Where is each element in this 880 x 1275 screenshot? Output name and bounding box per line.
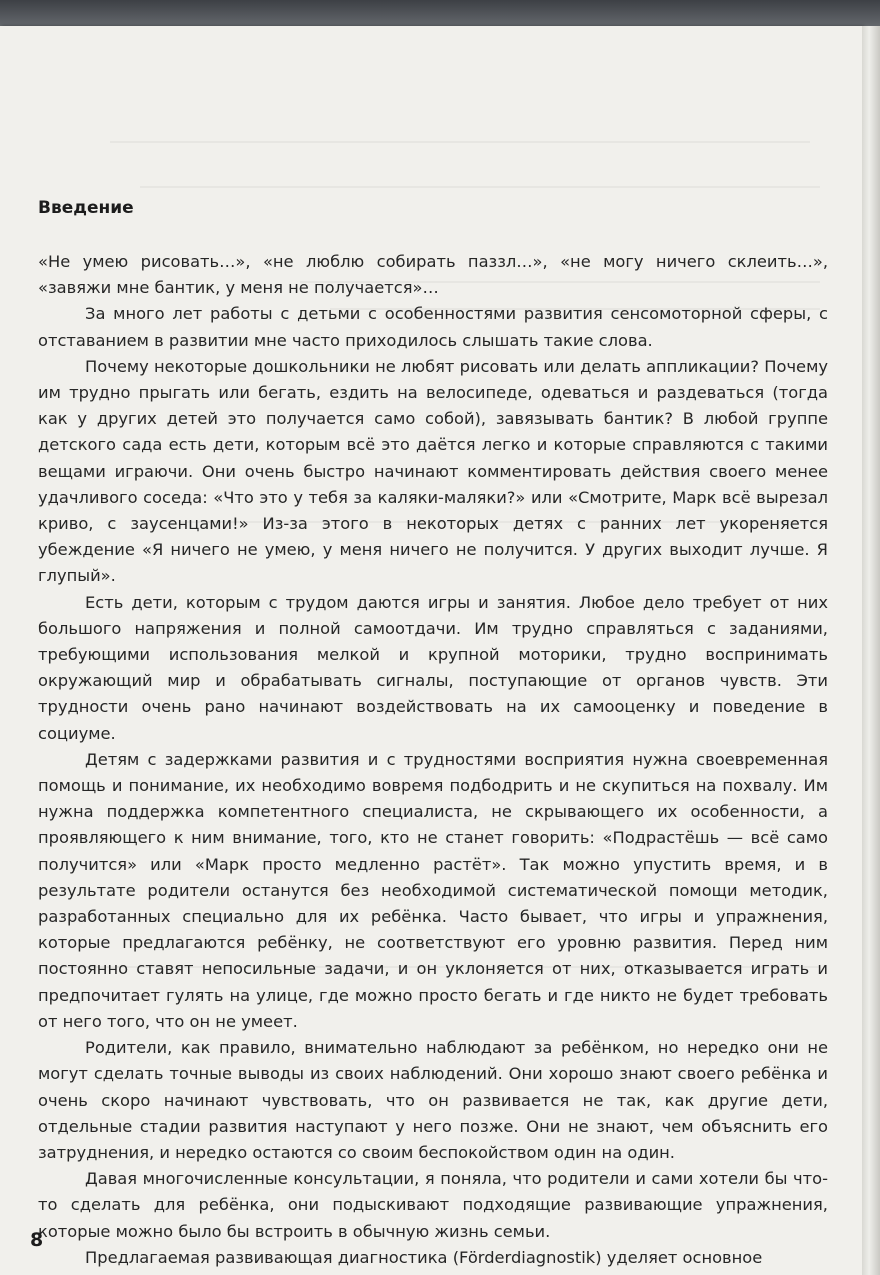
paragraph: За много лет работы с детьми с особенностями развития сенсомоторной сферы, с отставанием в развитии мне часто приходилось слышать такие слова. [38, 304, 828, 350]
page-number: 8 [30, 1229, 44, 1251]
paragraph: Родители, как правило, внимательно наблюдают за ребёнком, но нередко они не могут сделать точные выводы из своих наблюдений. Они хорошо знают своего ребёнка и очень скоро начинают чувствовать, что он развивается не так, как другие дети, отдельные стадии развития наступают у него позже. Они не знают, чем объяснить его затруднения, и нередко остаются со своим беспокойством один на один. [38, 1038, 828, 1162]
paragraph: Детям с задержками развития и с трудностями восприятия нужна своевременная помощь и понимание, их необходимо вовремя подбодрить и не скупиться на похвалу. Им нужна поддержка компетентного специалиста, не скрывающего их особенности, а проявляющего к ним внимание, того, кто не станет говорить: «Подрастёшь — всё само получится» или «Марк просто медленно растёт». Так можно упустить время, и в результате родители останутся без необходимой систематической помощи методик, разработанных специально для их ребёнка. Часто бывает, что игры и упражнения, которые предлагаются ребёнку, не соответствуют его уровню развития. Перед ним постоянно ставят непосильные задачи, и он уклоняется от них, отказывается играть и предпочитает гулять на улице, где можно просто бегать и где никто не будет требовать от него того, что он не умеет. [38, 749, 828, 1031]
page-edge [862, 26, 880, 1275]
paragraph: Давая многочисленные консультации, я поняла, что родители и сами хотели бы что-то сделать для ребёнка, они подыскивают подходящие развивающие упражнения, которые можно было бы встроить в обычную жизнь семьи. [38, 1169, 828, 1241]
section-heading: Введение [38, 198, 134, 218]
paragraph-quote: «Не умею рисовать…», «не люблю собирать паззл…», «не могу ничего склеить…», «завяжи мне бантик, у меня не получается»… [38, 252, 828, 298]
body-text [38, 249, 828, 1271]
paragraph: Есть дети, которым с трудом даются игры и занятия. Любое дело требует от них большого напряжения и полной самоотдачи. Им трудно справляться с заданиями, требующими использования мелкой и крупной моторики, трудно воспринимать окружающий мир и обрабатывать сигналы, поступающие от органов чувств. Эти трудности очень рано начинают воздействовать на их самооценку и поведение в социуме. [38, 592, 828, 743]
paragraph: Почему некоторые дошкольники не любят рисовать или делать аппликации? Почему им трудно прыгать или бегать, ездить на велосипеде, одеваться и раздеваться (тогда как у других детей это получается само собой), завязывать бантик? В любой группе детского сада есть дети, которым всё это даётся легко и которые справляются с такими вещами играючи. Они очень быстро начинают комментировать действия своего менее удачливого соседа: «Что это у тебя за каляки-маляки?» или «Смотрите, Марк всё вырезал криво, с заусенцами!» Из-за этого в некоторых детях с ранних лет укореняется убеждение «Я ничего не умею, у меня ничего не получится. У других выходит лучше. Я глупый». [38, 356, 828, 586]
paragraph: Предлагаемая развивающая диагностика (Förderdiagnostik) уделяет основное [85, 1247, 763, 1267]
book-page [0, 26, 862, 1275]
